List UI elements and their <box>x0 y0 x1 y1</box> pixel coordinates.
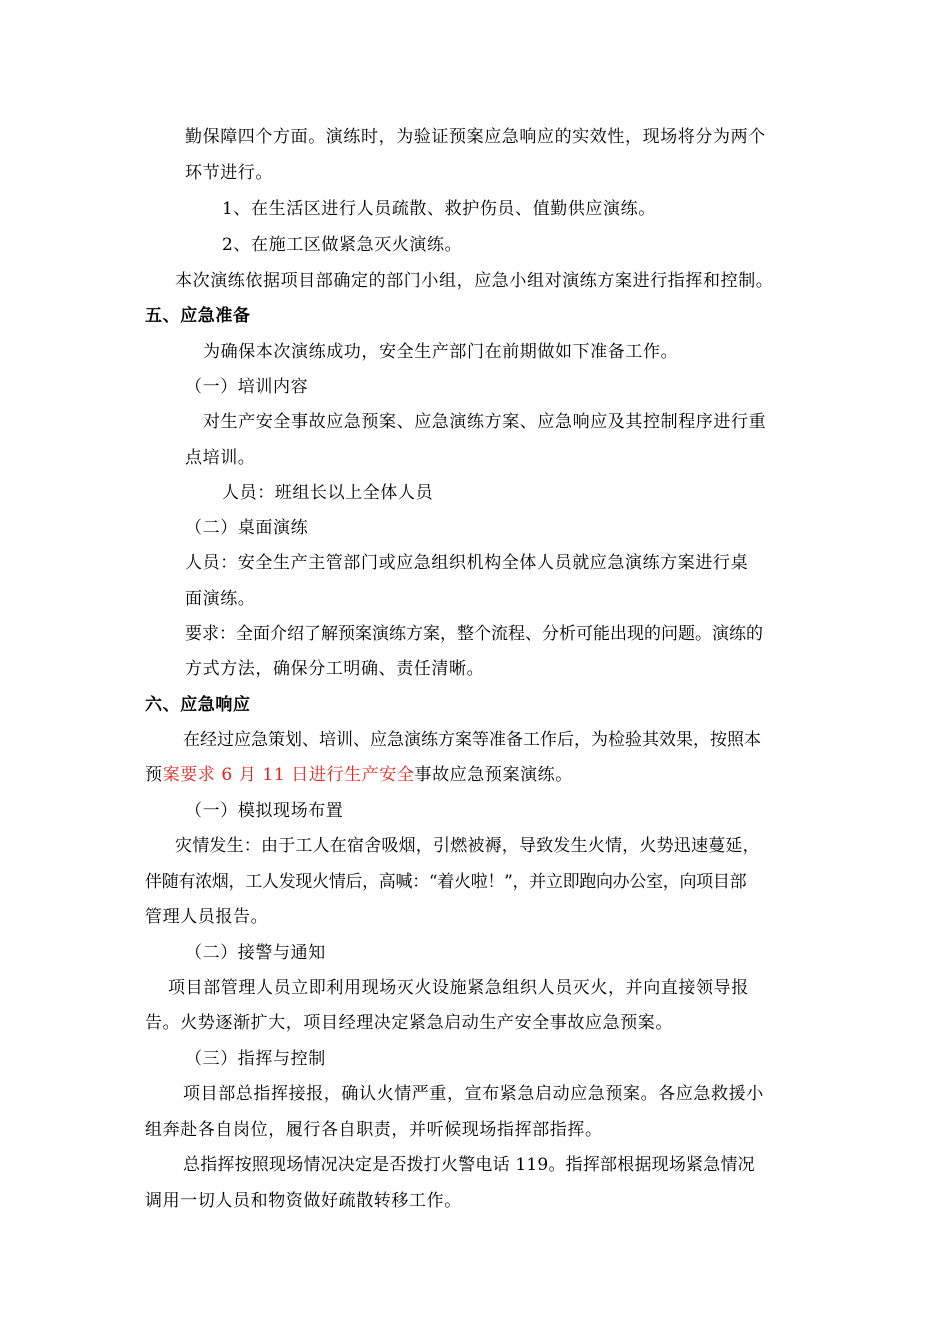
highlighted-text: 案要求 6 月 11 日进行生产安全 <box>162 765 415 785</box>
list-item: 2、在施工区做紧急灭火演练。 <box>222 235 463 255</box>
paragraph-line: 管理人员报告。 <box>145 907 269 927</box>
paragraph-line: 项目部管理人员立即利用现场灭火设施紧急组织人员灭火，并向直接领导报 <box>168 978 749 998</box>
subsection-heading: （三）指挥与控制 <box>185 1049 326 1069</box>
paragraph-line: 调用一切人员和物资做好疏散转移工作。 <box>145 1191 462 1211</box>
paragraph-line: 点培训。 <box>185 448 256 468</box>
paragraph-line: 在经过应急策划、培训、应急演练方案等准备工作后，为检验其效果，按照本 <box>183 730 761 750</box>
section-heading: 五、应急准备 <box>145 306 251 326</box>
paragraph-line: 人员：安全生产主管部门或应急组织机构全体人员就应急演练方案进行桌 <box>185 553 749 573</box>
paragraph-line <box>145 763 573 787</box>
paragraph-line: 对生产安全事故应急预案、应急演练方案、应急响应及其控制程序进行重 <box>203 412 767 432</box>
paragraph-line: 本次演练依据项目部确定的部门小组，应急小组对演练方案进行指挥和控制。 <box>175 271 774 291</box>
paragraph-line: 方式方法，确保分工明确、责任清晰。 <box>185 659 485 679</box>
paragraph-line: 面演练。 <box>185 589 256 609</box>
paragraph-line: 人员：班组长以上全体人员 <box>222 483 434 503</box>
paragraph-line: 灾情发生：由于工人在宿舍吸烟，引燃被褥，导致发生火情，火势迅速蔓延， <box>175 836 760 856</box>
subsection-heading: （二）接警与通知 <box>185 943 326 963</box>
text-run: 事故应急预案演练。 <box>414 765 573 785</box>
paragraph-line: 总指挥按照现场情况决定是否拨打火警电话 119。指挥部根据现场紧急情况 <box>183 1155 755 1175</box>
paragraph-line: 为确保本次演练成功，安全生产部门在前期做如下准备工作。 <box>203 342 679 362</box>
list-item: 1、在生活区进行人员疏散、救护伤员、值勤供应演练。 <box>222 199 656 219</box>
subsection-heading: （一）模拟现场布置 <box>185 801 344 821</box>
paragraph-line: 伴随有浓烟，工人发现火情后，高喊：“着火啦！”，并立即跑向办公室，向项目部 <box>145 872 747 892</box>
paragraph-line: 勤保障四个方面。演练时，为验证预案应急响应的实效性，现场将分为两个 <box>185 127 766 147</box>
paragraph-line: 要求：全面介绍了解预案演练方案，整个流程、分析可能出现的问题。演练的 <box>185 624 763 644</box>
subsection-heading: （一）培训内容 <box>185 377 309 397</box>
section-heading: 六、应急响应 <box>145 695 251 715</box>
paragraph-line: 项目部总指挥接报，确认火情严重，宣布紧急启动应急预案。各应急救援小 <box>183 1084 764 1104</box>
paragraph-line: 组奔赴各自岗位，履行各自职责，并听候现场指挥部指挥。 <box>145 1120 603 1140</box>
paragraph-line: 环节进行。 <box>185 163 273 183</box>
text-run: 预 <box>145 765 163 785</box>
paragraph-line: 告。火势逐渐扩大，项目经理决定紧急启动生产安全事故应急预案。 <box>145 1013 673 1033</box>
subsection-heading: （二）桌面演练 <box>185 518 309 538</box>
